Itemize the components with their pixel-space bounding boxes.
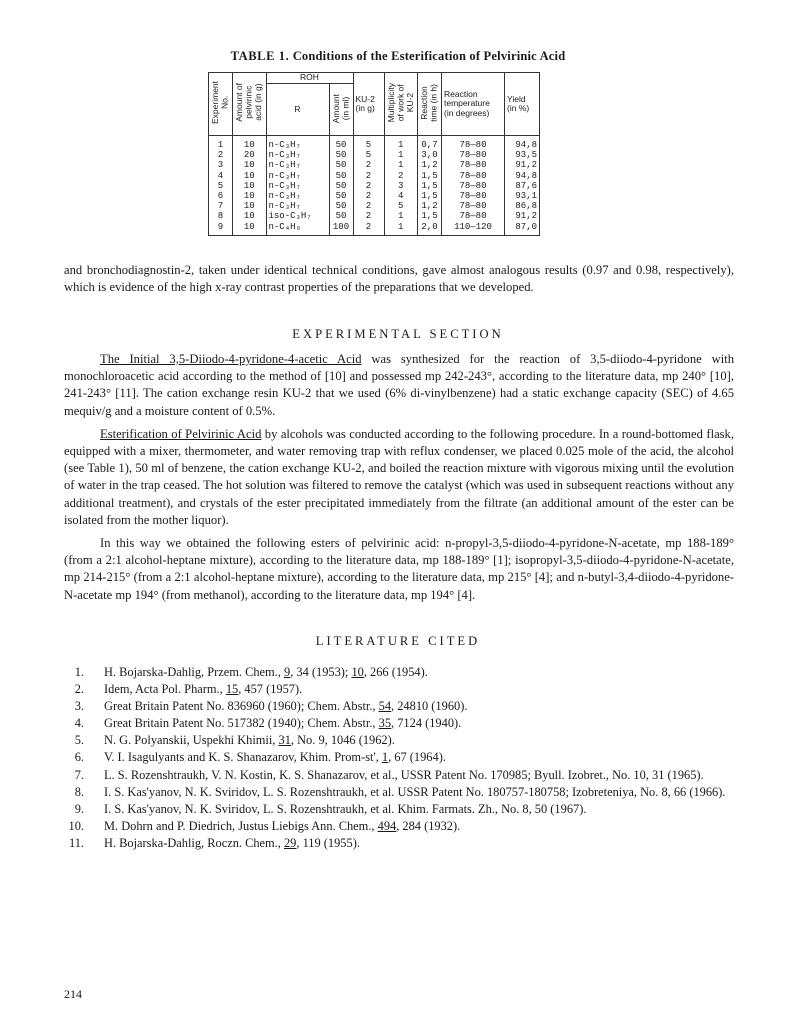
paragraph-esterification: Esterification of Pelvirinic Acid by alcohols was conducted according to the following procedure. In a round-bottomed flask, equipped with a mixer, thermometer, and water removing trap with reflux condenser, we placed 0.025 mole of the acid, the alcohol (see Table 1), 50 ml of benzene, the cation exchange KU-2, and boiled the reaction mixture with vigorous mixing until the evolution of water in the trap ceased. The hot solution was filtered to remove the catalyst (which was used in subsequent reactions without any additional treatment), and crystals of the ester precipitated immediately from the filtrate (an additional amount of the ester can be isolated from the mother liquor). <box>64 426 735 527</box>
paragraph-lead: The Initial 3,5-Diiodo-4-pyridone-4-acetic Acid <box>100 352 362 366</box>
reference-item: 9. I. S. Kas'yanov, N. K. Sviridov, L. S. Rozenshtraukh, et al. Khim. Farmats. Zh., No. 8, 50 (1967). <box>74 801 587 816</box>
reference-item: 1. H. Bojarska-Dahlig, Przem. Chem., 9, 34 (1953); 10, 266 (1954). <box>74 665 428 679</box>
table-row: 3 10 n-C₃H₇ 50 2 1 1,2 78—80 91,2 <box>209 160 540 170</box>
table-row: 7 10 n-C₃H₇ 50 2 5 1,2 78—80 86,8 <box>209 201 540 211</box>
header-r: R <box>266 84 329 136</box>
header-yield: Yield (in %) <box>505 73 540 136</box>
paragraph-esters-obtained: In this way we obtained the following esters of pelvirinic acid: n-propyl-3,5-diiodo-4-pyridone-N-acetate, mp 188-189° (from a 2:1 alcohol-heptane mixture), according to the literature data, mp 188-189° [1]; isopropyl-3,5-diiodo-4-pyridone-N-acetate, mp 214-215° (from a 2:1 alcohol-heptane mixture), according to the literature data, mp 215° [4]; and n-butyl-3,4-diiodo-4-pyridone-N-acetate mp 194° (from methanol), according to the literature data, mp 194° [4]. <box>64 536 734 602</box>
table-row: 8 10 iso-C₃H₇ 50 2 1 1,5 78—80 91,2 <box>209 211 540 221</box>
table-row: 1 10 n-C₃H₇ 50 5 1 0,7 78—80 94,8 <box>209 136 540 151</box>
table-row: 5 10 n-C₃H₇ 50 2 3 1,5 78—80 87,6 <box>209 181 540 191</box>
reference-item: 4. Great Britain Patent No. 517382 (1940); Chem. Abstr., 35, 7124 (1940). <box>74 716 462 731</box>
references-list <box>64 664 734 852</box>
reference-item: 3. Great Britain Patent No. 836960 (1960); Chem. Abstr., 54, 24810 (1960). <box>74 699 468 714</box>
esterification-table <box>208 72 540 236</box>
table-caption-label: TABLE 1. <box>230 49 290 63</box>
header-reaction-temperature: Reaction temperature (in degrees) <box>442 73 505 136</box>
page-number: 214 <box>64 987 82 1001</box>
literature-heading: LITERATURE CITED <box>315 634 481 648</box>
reference-item: 5. N. G. Polyanskii, Uspekhi Khimii, 31, No. 9, 1046 (1962). <box>74 733 395 748</box>
intro-paragraph: and bronchodiagnostin-2, taken under identical technical conditions, gave almost analogous results (0.97 and 0.98, respectively), which is evidence of the high x-ray contrast properties of the preparations that we developed. <box>64 263 734 295</box>
header-multiplicity: Multiplicity of work of KU-2 <box>384 73 418 136</box>
reference-item: 6. V. I. Isagulyants and K. S. Shanazarov, Khim. Prom-st', 1, 67 (1964). <box>74 750 446 765</box>
experimental-heading: EXPERIMENTAL SECTION <box>292 327 504 341</box>
table-caption <box>0 49 796 64</box>
reference-item: 7. L. S. Rozenshtraukh, V. N. Kostin, K. S. Shanazarov, et al., USSR Patent No. 170985; Byull. Izobret., No. 10, 31 (1965). <box>74 767 704 782</box>
header-experiment-no: Experiment No. <box>209 73 233 136</box>
reference-item: 10. M. Dohrn and P. Diedrich, Justus Liebigs Ann. Chem., 494, 284 (1932). <box>68 818 461 833</box>
paragraph-initial-acid: The Initial 3,5-Diiodo-4-pyridone-4-acetic Acid was synthesized for the reaction of 3,5-diiodo-4-pyridone with monochloroacetic acid according to the method of [10] and possessed mp 242-243°, according to the literature data, mp 240° [10], 241-243° [11]. The cation exchange resin KU-2 that we used (6% di-vinylbenzene) had a static exchange capacity (SEC) of 4.65 mequiv/g and a moisture content of 0.5%. <box>64 352 734 418</box>
reference-item: 2. Idem, Acta Pol. Pharm., 15, 457 (1957). <box>74 682 303 697</box>
table-row: 6 10 n-C₃H₇ 50 2 4 1,5 78—80 93,1 <box>209 191 540 201</box>
header-reaction-time: Reaction time (in h) <box>418 73 442 136</box>
table-caption-text: Conditions of the Esterification of Pelvirinic Acid <box>292 49 566 63</box>
header-ku2: KU-2 (in g) <box>353 73 384 136</box>
table-row: 9 10 n-C₄H₉ 100 2 1 2,0 110—120 87,0 <box>209 222 540 236</box>
table-body <box>209 136 540 236</box>
header-amount-acid: Amount of pelvirinic acid (in g) <box>233 73 267 136</box>
table-row: 2 20 n-C₃H₇ 50 5 1 3,0 78—80 93,5 <box>209 150 540 160</box>
header-amount-ml: Amount (in ml) <box>329 84 353 136</box>
table-row: 4 10 n-C₃H₇ 50 2 2 1,5 78—80 94,8 <box>209 171 540 181</box>
header-roh: ROH <box>266 73 353 84</box>
paragraph-lead: Esterification of Pelvirinic Acid <box>100 426 262 441</box>
experimental-body <box>64 351 734 604</box>
reference-item: 11. H. Bojarska-Dahlig, Roczn. Chem., 29, 119 (1955). <box>68 835 360 850</box>
reference-item: 8. I. S. Kas'yanov, N. K. Sviridov, L. S. Rozenshtraukh, et al. USSR Patent No. 180757-180758; Izobreteniya, No. 8, 66 (1966). <box>74 784 726 799</box>
